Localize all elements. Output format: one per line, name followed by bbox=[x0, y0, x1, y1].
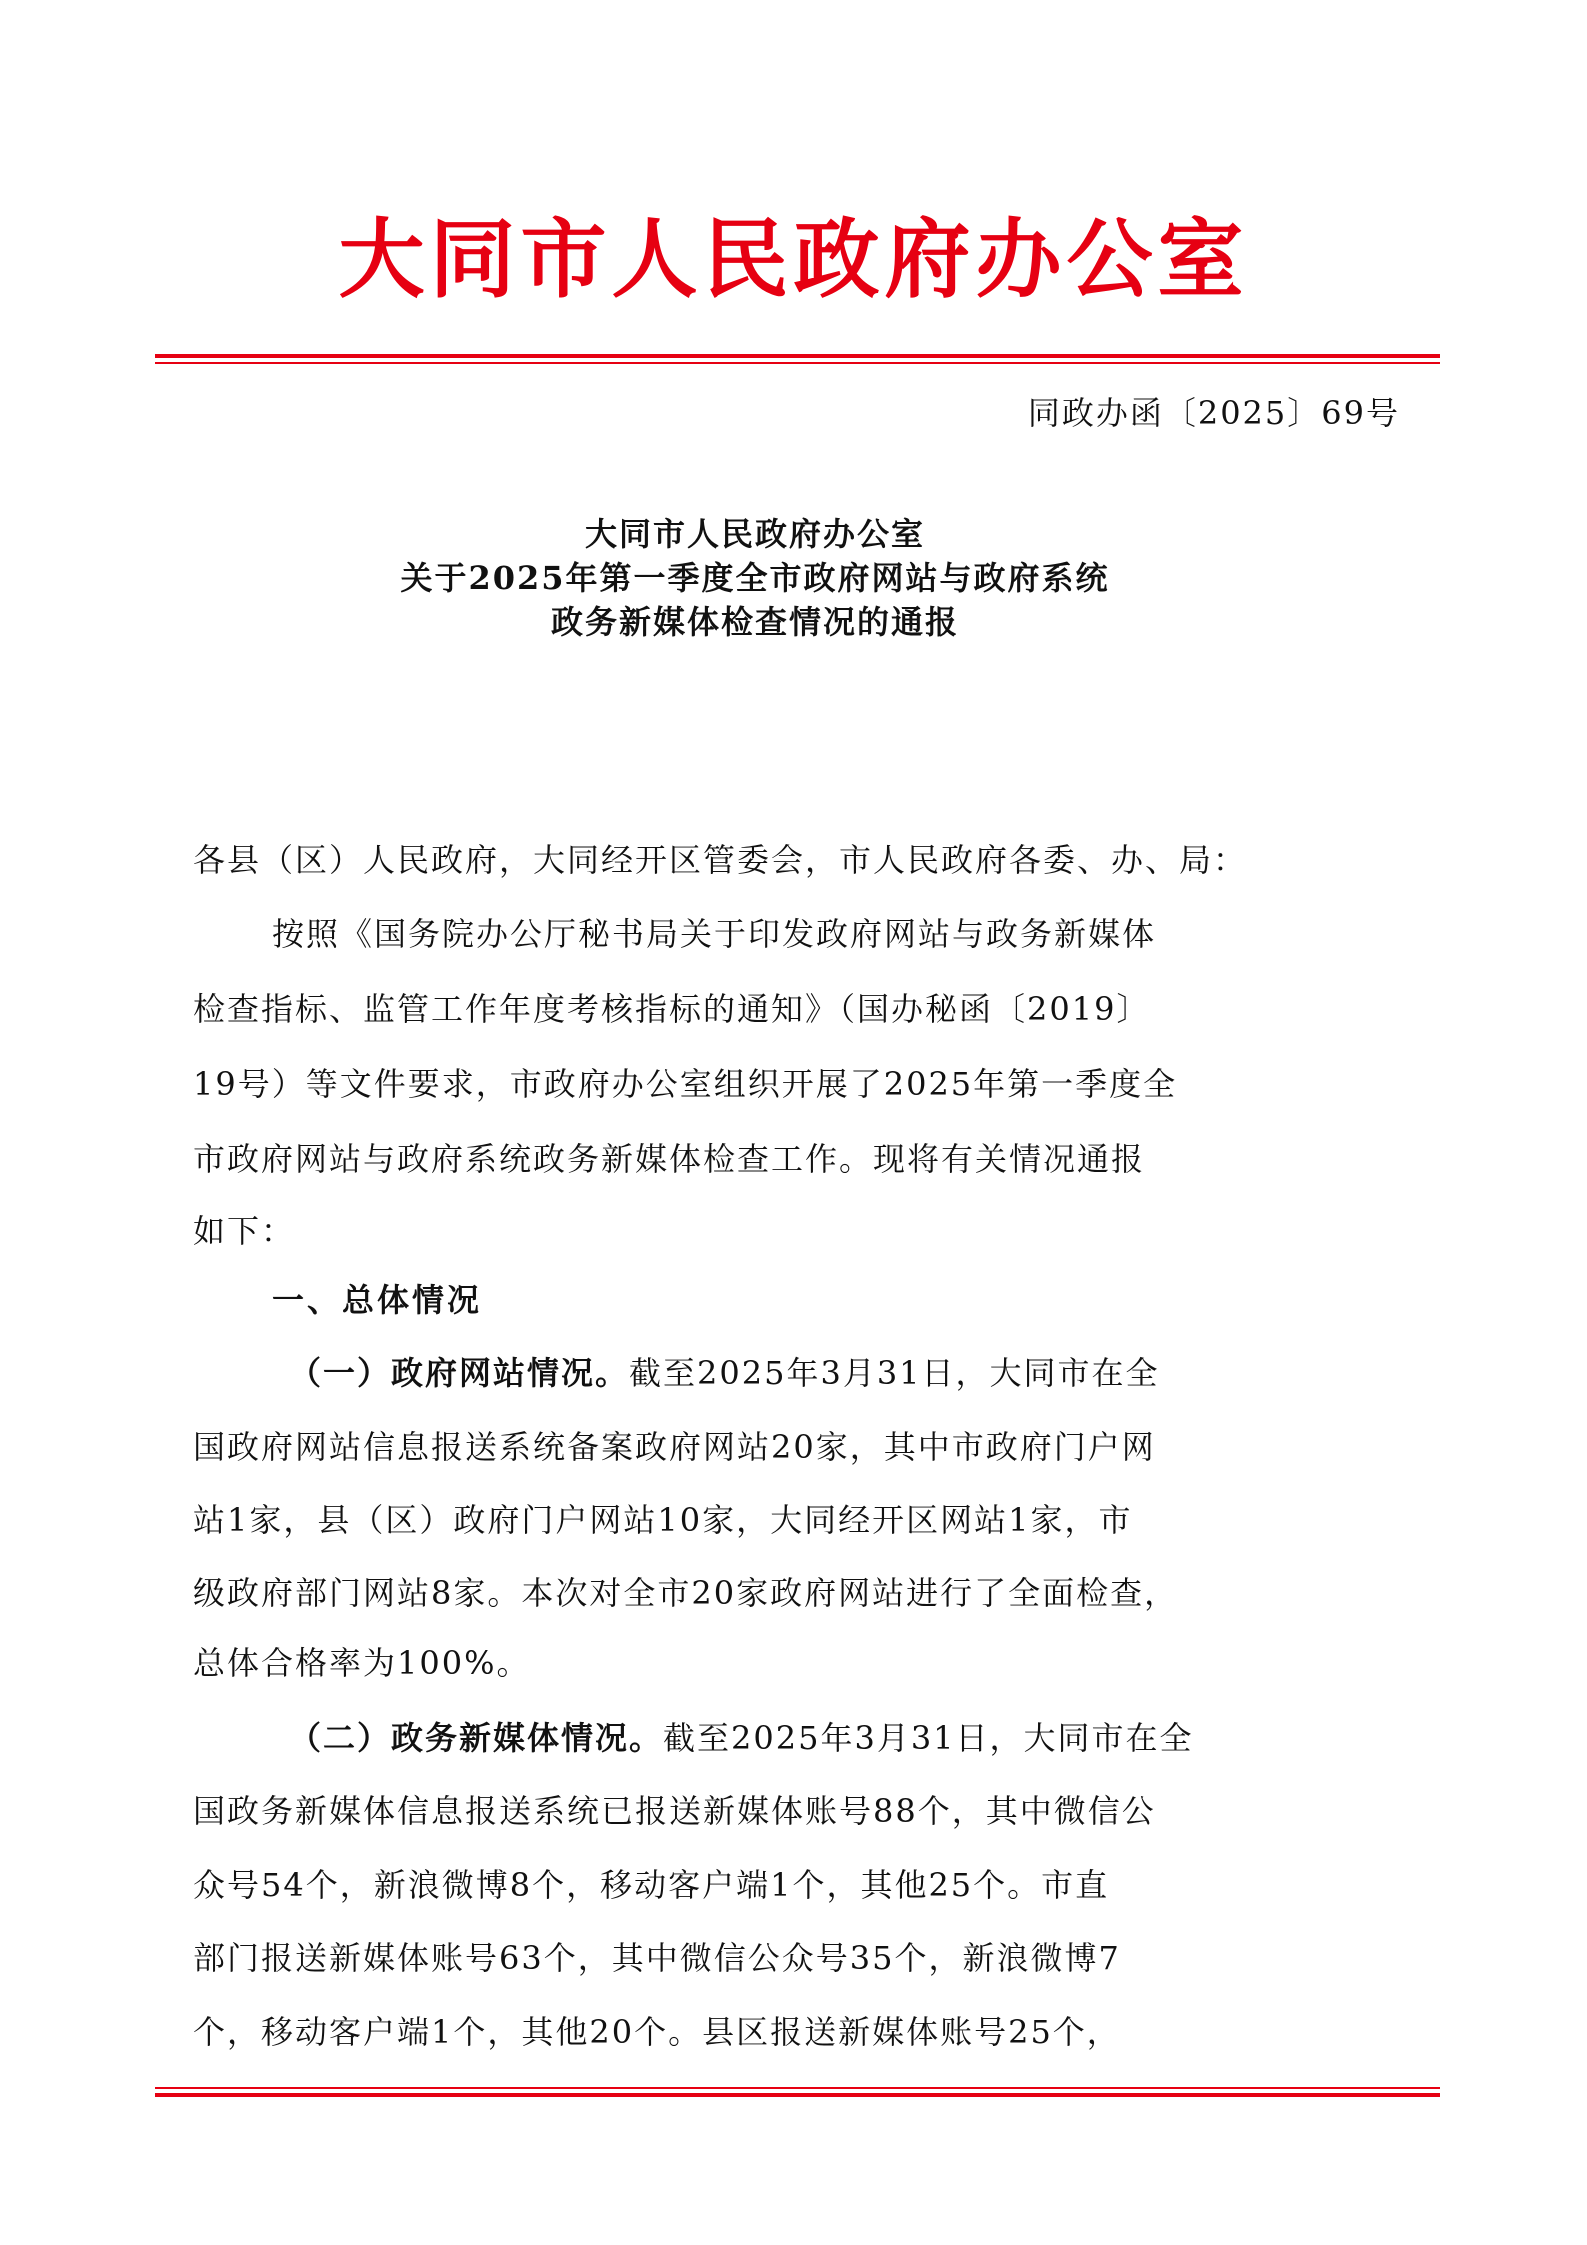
letterhead-rule-thin bbox=[155, 362, 1440, 364]
document-number: 同政办函〔2025〕69号 bbox=[1027, 394, 1400, 432]
letterhead-title: 大同市人民政府办公室 bbox=[338, 209, 1249, 310]
paragraph-line: 众号54个，新浪微博8个，移动客户端1个，其他25个。市直 bbox=[193, 1866, 1110, 1904]
document-title bbox=[150, 512, 1437, 644]
paragraph-line: 国政务新媒体信息报送系统已报送新媒体账号88个，其中微信公 bbox=[193, 1792, 1156, 1830]
footer-rule-thin bbox=[155, 2087, 1440, 2089]
intro-line: 19号）等文件要求，市政府办公室组织开展了2025年第一季度全 bbox=[193, 1065, 1178, 1103]
footer-rule-thick bbox=[155, 2093, 1440, 2097]
salutation: 各县（区）人民政府，大同经开区管委会，市人民政府各委、办、局： bbox=[193, 841, 1248, 879]
intro-line: 市政府网站与政府系统政务新媒体检查工作。现将有关情况通报 bbox=[193, 1140, 1146, 1178]
intro-line: 检查指标、监管工作年度考核指标的通知》（国办秘函〔2019〕 bbox=[193, 990, 1151, 1028]
document-title-line: 大同市人民政府办公室 bbox=[584, 515, 925, 553]
subsection-first-line bbox=[289, 1351, 1419, 1395]
subsection-heading: （二）政务新媒体情况。 bbox=[289, 1719, 664, 1757]
subsection-first-line bbox=[289, 1716, 1419, 1760]
document-title-line: 政务新媒体检查情况的通报 bbox=[550, 603, 959, 641]
paragraph-line: 国政府网站信息报送系统备案政府网站20家，其中市政府门户网 bbox=[193, 1428, 1156, 1466]
subsection-text: 截至2025年3月31日，大同市在全 bbox=[629, 1354, 1160, 1392]
section-heading: 一、总体情况 bbox=[272, 1281, 483, 1319]
subsection-heading: （一）政府网站情况。 bbox=[289, 1354, 630, 1392]
letterhead-rule-thick bbox=[155, 354, 1440, 358]
subsection-text: 截至2025年3月31日，大同市在全 bbox=[663, 1719, 1194, 1757]
paragraph-line: 个，移动客户端1个，其他20个。县区报送新媒体账号25个， bbox=[193, 2013, 1121, 2051]
paragraph-line: 级政府部门网站8家。本次对全市20家政府网站进行了全面检查， bbox=[193, 1574, 1179, 1612]
document-title-line: 关于2025年第一季度全市政府网站与政府系统 bbox=[400, 559, 1110, 597]
paragraph-line: 总体合格率为100%。 bbox=[193, 1644, 531, 1682]
paragraph-line: 站1家，县（区）政府门户网站10家，大同经开区网站1家，市 bbox=[193, 1501, 1133, 1539]
intro-line: 如下： bbox=[193, 1212, 296, 1250]
paragraph-line: 部门报送新媒体账号63个，其中微信公众号35个，新浪微博7 bbox=[193, 1939, 1121, 1977]
intro-line: 按照《国务院办公厅秘书局关于印发政府网站与政务新媒体 bbox=[272, 915, 1157, 953]
